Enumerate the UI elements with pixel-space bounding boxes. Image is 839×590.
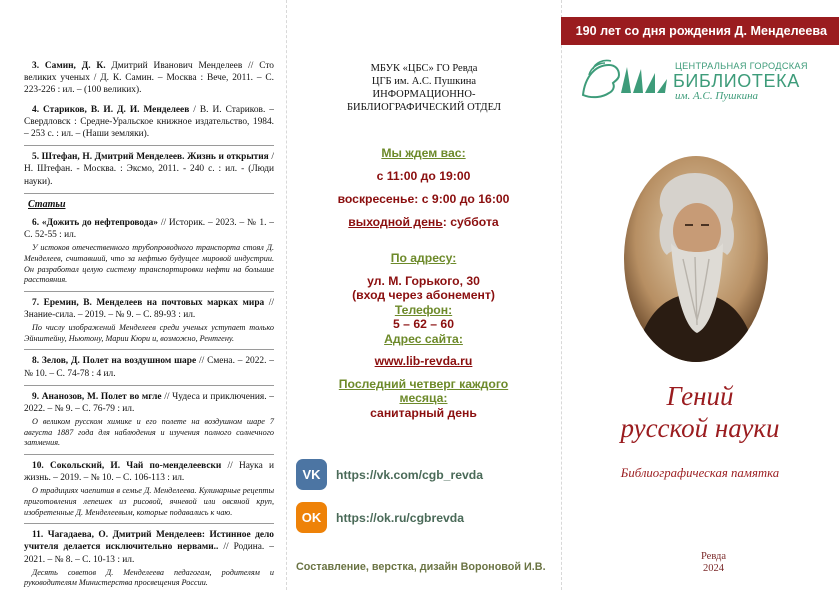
address-block	[286, 251, 561, 420]
list-item: 10. Сокольский, И. Чай по-менделеевски // Наука и жизнь. – 2019. – № 10. – С. 106-113 : ил. О традициях чаепития в семье Д. Менделеева. Кулинарные рецепты приготовления лепешек из рисовой, ячневой или овсяной круп, изобретенные Д. Менделеевым, которые подавались к чаю.	[24, 460, 274, 524]
annotation: О традициях чаепития в семье Д. Менделеева. Кулинарные рецепты приготовления лепешек из рисовой, ячневой или овсяной круп, изобретенные Д. Менделеевым, которые подавались к чаю.	[24, 486, 274, 517]
ok-link[interactable]: https://ok.ru/cgbrevda	[336, 510, 464, 525]
list-item: 5. Штефан, Н. Дмитрий Менделеев. Жизнь и открытия / Н. Штефан. - Москва. : Эксмо, 2011. - 240 с. : ил. - (Люди науки).	[24, 151, 274, 194]
logo-main-text: БИБЛИОТЕКА	[673, 71, 800, 91]
schedule-heading: Мы ждем вас:	[381, 146, 466, 160]
phone-number: 5 – 62 – 60	[393, 317, 454, 331]
ok-icon[interactable]: OK	[296, 502, 327, 533]
schedule-sunday: воскресенье: с 9:00 до 16:00	[337, 192, 510, 206]
annotation: Десять советов Д. Менделеева педагогам, родителям и руководителям Министерства просвещения России.	[24, 567, 274, 588]
address-street: ул. М. Горького, 30	[367, 273, 480, 288]
list-item: 6. «Дожить до нефтепровода» // Историк. – 2023. – № 1. – С. 52-55 : ил. У истоков отечественного трубопроводного транспорта стоял Д. Менделеев, считавший, что за нефтью будущее мировой индустрии. Он разработал целую систему транспортировки нефти на большие расстояния.	[24, 217, 274, 292]
sanitary-label: Последний четверг каждого месяца:	[338, 376, 509, 405]
schedule-dayoff: выходной день: суббота	[348, 215, 499, 229]
phone-label: Телефон:	[394, 302, 453, 317]
address-entrance: (вход через абонемент)	[352, 288, 495, 302]
credits: Составление, верстка, дизайн Вороновой И.В.	[296, 561, 546, 573]
pushkin-profile-icon	[575, 55, 671, 103]
org-line: БИБЛИОГРАФИЧЕСКИЙ ОТДЕЛ	[347, 102, 501, 113]
list-item: 11. Чагадаева, О. Дмитрий Менделеев: Истинное дело учителя делается исключительно нервами.. // Родина. – 2021. – № 8. – С. 10-13 : ил. Десять советов Д. Менделеева педагогам, родителям и руководителям Министерства просвещения России.	[24, 530, 274, 588]
schedule-weekday: с 11:00 до 19:00	[376, 169, 471, 183]
list-item: 7. Еремин, В. Менделеев на почтовых марках мира // Знание-сила. – 2019. – № 9. – С. 89-93 : ил. По числу изображений Менделеев среди ученых уступает только Эйнштейну, Ньютону, Марии Кюри и, возможно, Рентгену.	[24, 297, 274, 351]
org-line: ЦГБ им. А.С. Пушкина	[371, 76, 477, 87]
address-label: По адресу:	[390, 251, 457, 265]
anniversary-banner: 190 лет со дня рождения Д. Менделеева	[561, 17, 839, 45]
left-panel	[0, 0, 286, 590]
page-subtitle: Библиографическая памятка	[620, 466, 780, 480]
vk-row[interactable]	[296, 459, 483, 490]
city-year: Ревда 2024	[700, 551, 727, 574]
section-heading-articles: Статьи	[28, 198, 66, 210]
logo-sub-text: им. А.С. Пушкина	[675, 90, 759, 102]
organization-block	[324, 62, 524, 114]
site-label: Адрес сайта:	[384, 331, 463, 346]
library-logo	[575, 55, 831, 105]
list-item: 3. Самин, Д. К. Дмитрий Иванович Менделеев // Сто великих ученых / Д. К. Самин. – Москва : Вече, 2011. – С. 223-226 : ил. – (100 великих).	[24, 61, 274, 96]
list-item: 8. Зелов, Д. Полет на воздушном шаре // Смена. – 2022. – № 10. – С. 74-78 : 4 ил.	[24, 355, 274, 385]
logo-top-text: ЦЕНТРАЛЬНАЯ ГОРОДСКАЯ	[675, 61, 808, 71]
vk-link[interactable]: https://vk.com/cgb_revda	[336, 467, 483, 482]
ok-row[interactable]	[296, 502, 464, 533]
list-item: 4. Стариков, В. И. Д. И. Менделеев / В. И. Стариков. – Свердловск : Средне-Уральское книжное издательство, 1984. – 253 с. : ил. – (Наши земляки).	[24, 104, 274, 147]
page-title: Гений русской науки	[620, 381, 780, 443]
mendeleev-portrait	[623, 155, 769, 363]
vk-icon[interactable]: VK	[296, 459, 327, 490]
schedule-block	[286, 146, 561, 238]
annotation: По числу изображений Менделеев среди ученых уступает только Эйнштейну, Ньютону, Марии Кюри и, возможно, Рентгену.	[24, 323, 274, 343]
site-link[interactable]: www.lib-revda.ru	[374, 354, 473, 368]
org-line: ИНФОРМАЦИОННО-	[372, 89, 476, 100]
middle-panel	[286, 0, 561, 590]
right-panel	[561, 0, 839, 590]
bibliography-list	[24, 60, 274, 590]
annotation: О великом русском химике и его полете на воздушном шаре 7 августа 1887 года для наблюдения и изучения полного солнечного затмения.	[24, 417, 274, 448]
list-item: 9. Ананозов, М. Полет во мгле // Чудеса и приключения. – 2022. – № 9. – С. 76-79 : ил. О великом русском химике и его полете на воздушном шаре 7 августа 1887 года для наблюдения и изучения полного солнечного затмения.	[24, 391, 274, 455]
org-line: МБУК «ЦБС» ГО Ревда	[370, 63, 478, 74]
annotation: У истоков отечественного трубопроводного транспорта стоял Д. Менделеев, считавший, что за нефтью будущее мировой индустрии. Он разработал целую систему транспортировки нефти на большие расстояния.	[24, 243, 274, 285]
sanitary-day: санитарный день	[370, 405, 477, 420]
